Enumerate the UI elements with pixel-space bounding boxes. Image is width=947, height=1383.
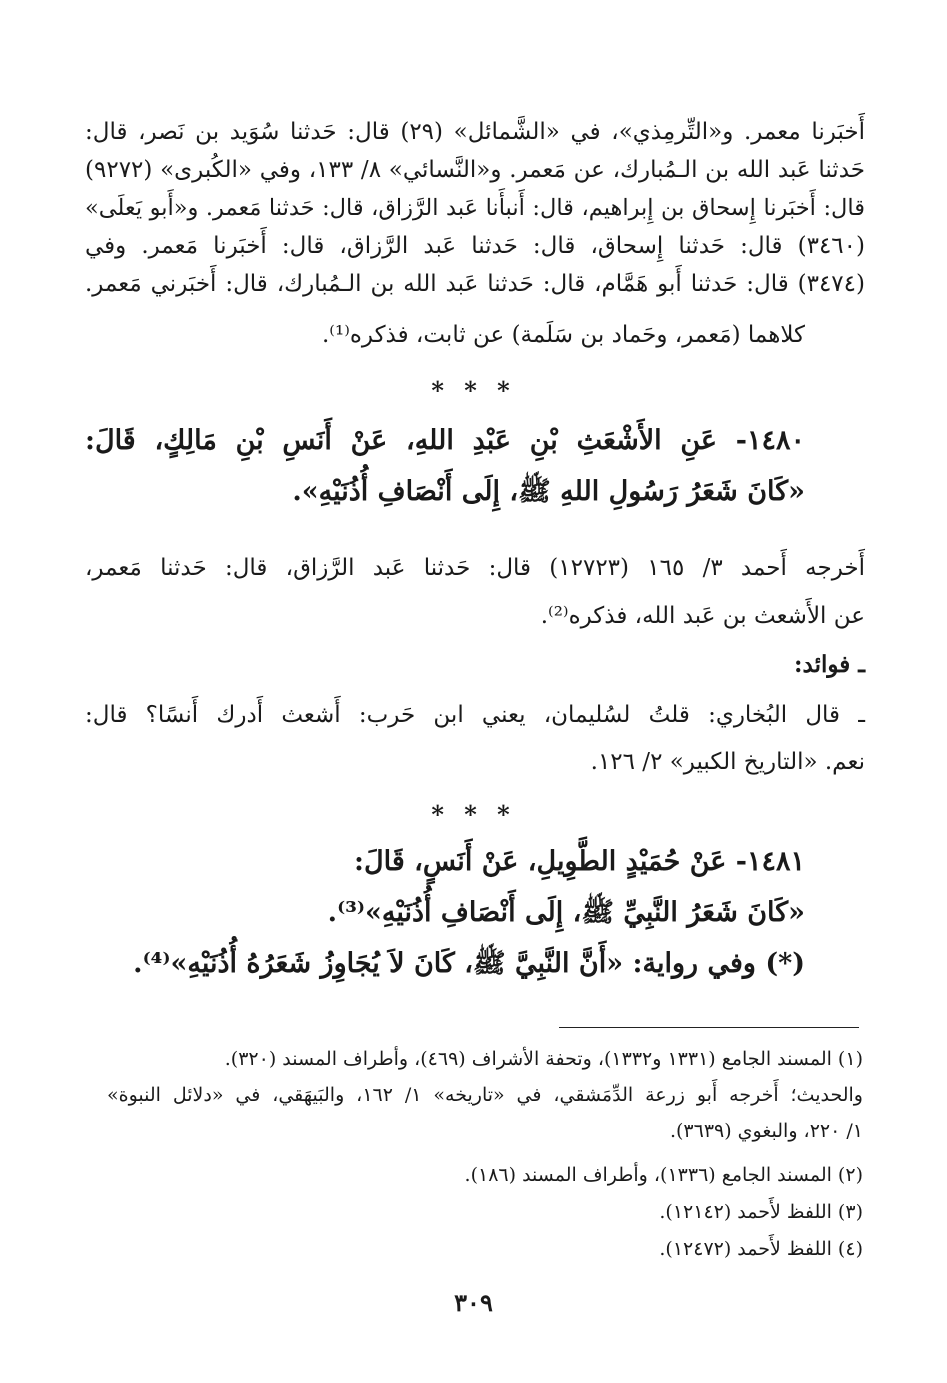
hadith-1481-riwaya: (*) وفي رواية: «أَنَّ النَّبِيَّ ﷺ، كَانَ لاَ يُجَاوِزُ شَعَرُهُ أُذُنَيْهِ»⁽⁴⁾. bbox=[133, 948, 805, 979]
paragraph-line: (٣٤٦٠) قال: حَدثنا إِسحاق، قال: حَدثنا عَبد الرَّزاق، قال: أَخبَرنا مَعمر. وفي bbox=[85, 233, 865, 259]
paragraph-line: قال: أَخبَرنا إِسحاق بن إِبراهيم، قال: أَنبأَنا عَبد الرَّزاق، قال: حَدثنا مَعمر. و«أَبو يَعلَى» bbox=[85, 195, 865, 221]
section-separator: * * * bbox=[431, 800, 516, 829]
hadith-1480-line: «كَانَ شَعَرُ رَسُولِ اللهِ ﷺ، إِلَى أَنْصَافِ أُذُنَيْهِ». bbox=[292, 476, 805, 507]
paragraph-line: أَخبَرنا معمر. و«التِّرمِذي»، في «الشَّمائل» (٢٩) قال: حَدثنا سُوَيد بن نَصر، قال: bbox=[85, 119, 865, 145]
takhrij-line: عن الأَشعث بن عَبد الله، فذكره⁽²⁾. bbox=[540, 603, 865, 629]
fawaid-line: ـ قال البُخاري: قلتُ لسُليمان، يعني ابن حَرب: أَشعث أَدرك أَنسًا؟ قال: bbox=[85, 702, 865, 728]
paragraph-line: حَدثنا عَبد الله بن الـمُبارك، عن مَعمر. و«النَّسائي» ٨/ ١٣٣، وفي «الكُبرى» (٩٢٧٢) bbox=[85, 157, 865, 183]
section-separator: * * * bbox=[431, 376, 516, 405]
page-number: ٣٠٩ bbox=[454, 1288, 493, 1317]
footnote-4: (٤) اللفظ لأَحمد (١٢٤٧٢). bbox=[659, 1238, 863, 1260]
hadith-1481-line: ١٤٨١- عَنْ حُمَيْدٍ الطَّوِيلِ، عَنْ أَنَسٍ، قَالَ: bbox=[354, 846, 805, 877]
hadith-1481-line: «كَانَ شَعَرُ النَّبِيِّ ﷺ، إِلَى أَنْصَافِ أُذُنَيْهِ»⁽³⁾. bbox=[327, 897, 805, 928]
fawaid-line: نعم. «التاريخ الكبير» ٢/ ١٢٦. bbox=[590, 749, 865, 775]
footnote-1-continuation: ١/ ٢٢٠، والبغوي (٣٦٣٩). bbox=[669, 1120, 863, 1142]
paragraph-line: (٣٤٧٤) قال: حَدثنا أَبو هَمَّام، قال: حَدثنا عَبد الله بن الـمُبارك، قال: أَخبَرني مَعمر. bbox=[85, 271, 865, 297]
footnote-1: (١) المسند الجامع (١٣٣١ و١٣٣٢)، وتحفة الأشراف (٤٦٩)، وأطراف المسند (٣٢٠). bbox=[224, 1048, 863, 1070]
footnote-3: (٣) اللفظ لأَحمد (١٢١٤٢). bbox=[659, 1201, 863, 1223]
fawaid-heading: ـ فوائد: bbox=[794, 651, 865, 678]
footnote-2: (٢) المسند الجامع (١٣٣٦)، وأطراف المسند (١٨٦). bbox=[464, 1164, 863, 1186]
takhrij-line: أَخرجه أَحمد ٣/ ١٦٥ (١٢٧٢٣) قال: حَدثنا عَبد الرَّزاق، قال: حَدثنا مَعمر، bbox=[85, 555, 865, 581]
paragraph-line: كلاهما (مَعمر، وحَماد بن سَلَمة) عن ثابت، فذكره⁽¹⁾. bbox=[321, 322, 805, 348]
footnote-divider bbox=[559, 1027, 859, 1028]
hadith-1480-line: ١٤٨٠- عَنِ الأَشْعَثِ بْنِ عَبْدِ اللهِ، عَنْ أَنَسِ بْنِ مَالِكٍ، قَالَ: bbox=[85, 425, 805, 456]
footnote-1-continuation: والحديث؛ أَخرجه أَبو زرعة الدِّمَشقي، في «تاريخه» ١/ ١٦٢، والبَيهَقي، في «دلائل النبوة» bbox=[107, 1084, 863, 1106]
